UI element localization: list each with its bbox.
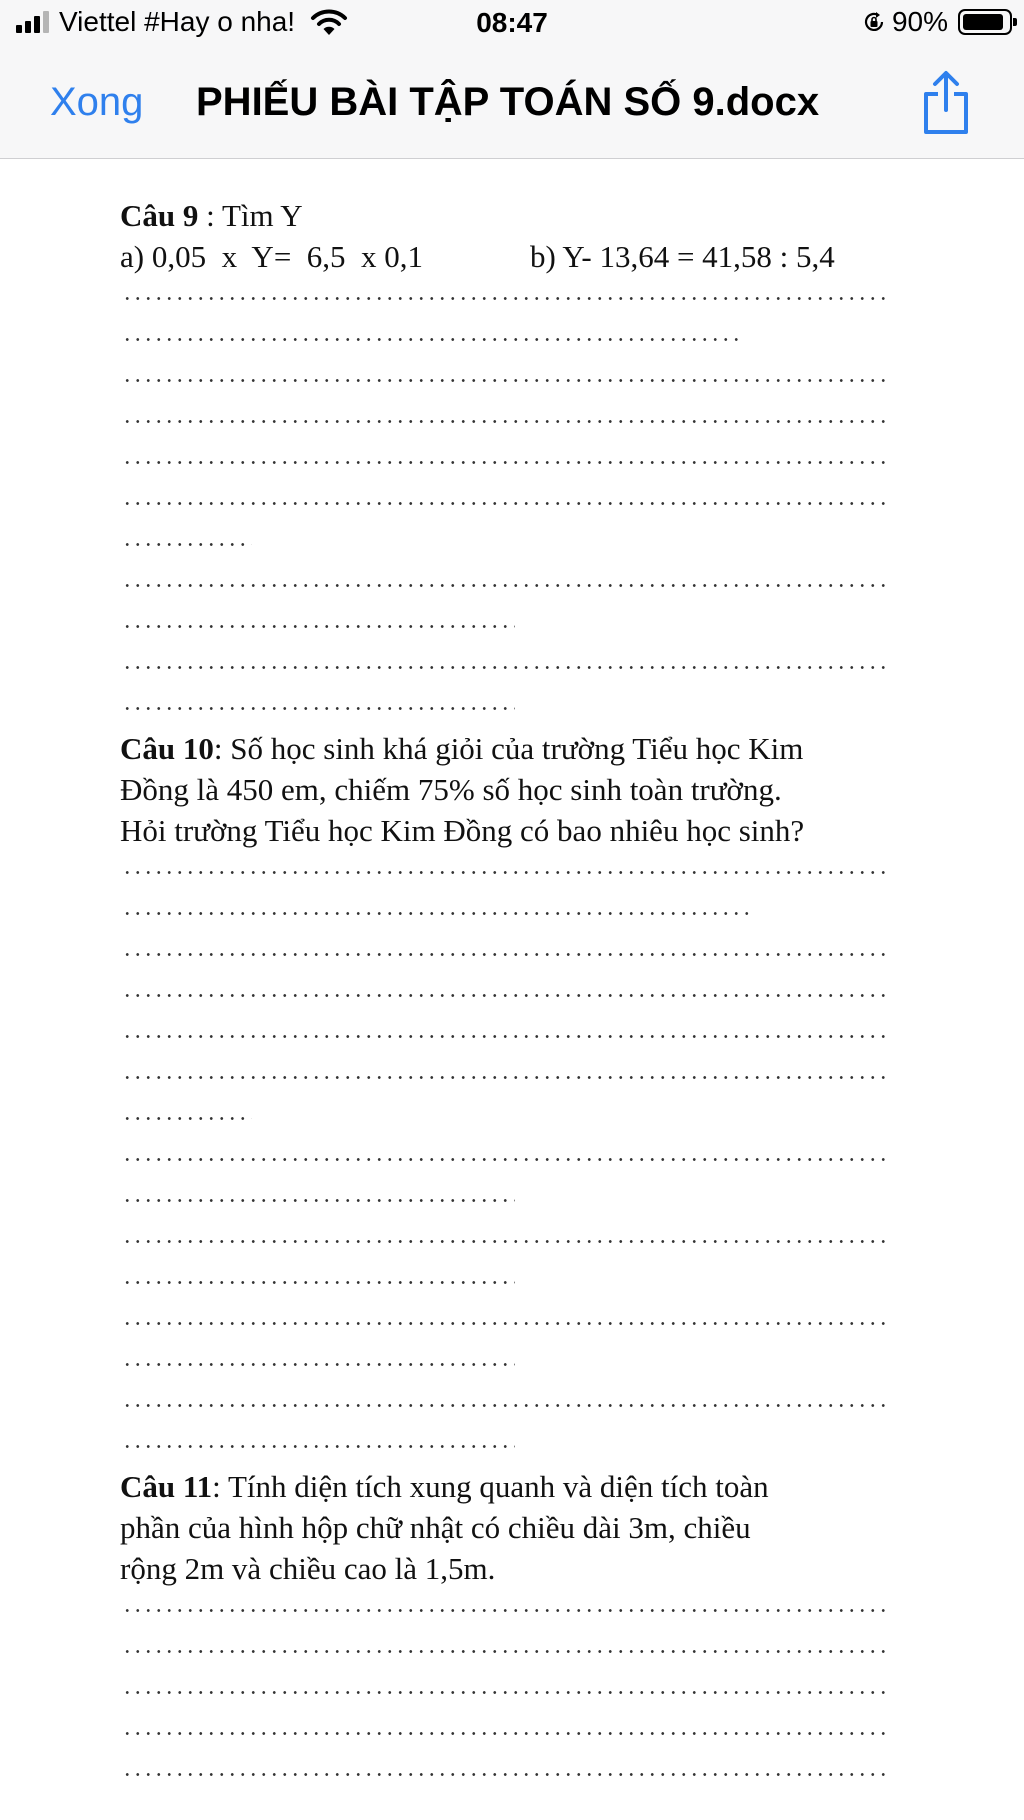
question-10-label: Câu 10 xyxy=(120,731,214,766)
answer-dotted-line xyxy=(120,646,900,687)
answer-dotted-line xyxy=(120,974,900,1015)
answer-dotted-line xyxy=(120,482,900,523)
status-bar xyxy=(0,0,1024,50)
answer-dotted-line xyxy=(120,1712,900,1753)
rotation-lock-icon xyxy=(862,10,886,34)
document-content xyxy=(120,195,900,1794)
question-11-line: rộng 2m và chiều cao là 1,5m. xyxy=(120,1551,496,1586)
answer-dotted-line xyxy=(120,605,900,646)
answer-dotted-line xyxy=(120,1015,900,1056)
answer-dotted-line xyxy=(120,1630,900,1671)
question-9-part-b: b) Y- 13,64 = 41,58 : 5,4 xyxy=(530,239,835,274)
answer-dotted-line xyxy=(120,1220,900,1261)
answer-dotted-line xyxy=(120,1261,900,1302)
answer-dotted-line xyxy=(120,1179,900,1220)
question-10 xyxy=(120,728,900,851)
answer-dotted-line xyxy=(120,564,900,605)
answer-dotted-line xyxy=(120,1056,900,1097)
question-10-text: : Số học sinh khá giỏi của trường Tiểu học Kim xyxy=(213,731,804,766)
answer-dotted-line xyxy=(120,933,900,974)
answer-dotted-line xyxy=(120,1753,900,1794)
share-icon[interactable] xyxy=(918,70,974,136)
question-9-part-a: a) 0,05 x Y= 6,5 x 0,1 xyxy=(120,239,424,274)
answer-dotted-line xyxy=(120,1302,900,1343)
document-title: PHIẾU BÀI TẬP TOÁN SỐ 9.docx xyxy=(196,80,820,124)
answer-dotted-line xyxy=(120,400,900,441)
question-10-line: Đồng là 450 em, chiếm 75% số học sinh toàn trường. xyxy=(120,772,782,807)
question-10-line: Hỏi trường Tiểu học Kim Đồng có bao nhiêu học sinh? xyxy=(120,813,805,848)
question-9-label: Câu 9 xyxy=(120,198,199,233)
answer-dotted-line xyxy=(120,523,900,564)
carrier-name: Viettel #Hay o nha! xyxy=(59,6,296,37)
navigation-bar xyxy=(0,50,1024,159)
answer-dotted-line xyxy=(120,1138,900,1179)
done-button[interactable]: Xong xyxy=(50,80,144,124)
answer-dotted-line xyxy=(120,277,900,318)
answer-dotted-line xyxy=(120,1589,900,1630)
status-right xyxy=(862,6,1012,38)
status-time: 08:47 xyxy=(476,7,548,38)
question-9-text: : Tìm Y xyxy=(198,198,303,233)
answer-dotted-line xyxy=(120,359,900,400)
question-11-line: phần của hình hộp chữ nhật có chiều dài 3m, chiều xyxy=(120,1510,751,1545)
answer-dotted-line xyxy=(120,318,900,359)
battery-percent: 90% xyxy=(891,6,948,37)
answer-dotted-line xyxy=(120,1343,900,1384)
battery-icon xyxy=(958,9,1012,35)
question-11 xyxy=(120,1466,900,1589)
answer-dotted-line xyxy=(120,441,900,482)
answer-dotted-line xyxy=(120,1097,900,1138)
question-9-heading xyxy=(120,195,900,236)
answer-dotted-line xyxy=(120,1384,900,1425)
question-11-label: Câu 11 xyxy=(120,1469,213,1504)
question-11-line xyxy=(120,1466,900,1507)
answer-dotted-line xyxy=(120,1671,900,1712)
question-10-line xyxy=(120,728,900,769)
question-9-equations xyxy=(120,236,900,277)
answer-dotted-line xyxy=(120,892,900,933)
question-11-text: : Tính diện tích xung quanh và diện tích toàn xyxy=(212,1469,769,1504)
answer-dotted-line xyxy=(120,687,900,728)
answer-dotted-line xyxy=(120,1425,900,1466)
answer-dotted-line xyxy=(120,851,900,892)
